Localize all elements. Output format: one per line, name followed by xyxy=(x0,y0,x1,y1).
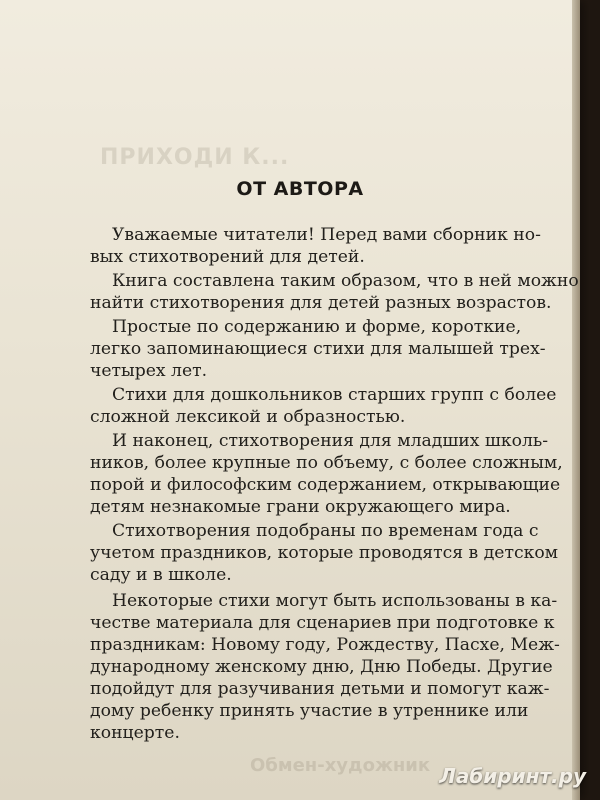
text-line: найти стихотворения для детей разных возрастов. xyxy=(90,293,552,313)
text-line: саду и в школе. xyxy=(90,565,232,585)
text-line: Некоторые стихи могут быть использованы в ка- xyxy=(112,591,558,611)
text-line: легко запоминающиеся стихи для малышей трех- xyxy=(90,339,546,359)
page-title: ОТ АВТОРА xyxy=(236,178,364,200)
text-line: ников, более крупные по объему, с более сложным, xyxy=(90,453,563,473)
text-line: детям незнакомые грани окружающего мира. xyxy=(90,497,511,517)
text-line: И наконец, стихотворения для младших школь- xyxy=(112,431,549,451)
text-line: праздникам: Новому году, Рождеству, Пасхе, Меж- xyxy=(90,635,560,655)
text-line: дому ребенку принять участие в утреннике или xyxy=(90,701,529,721)
text-line: учетом праздников, которые проводятся в детском xyxy=(90,543,559,563)
bleed-through-text-bottom: Обмен-художник xyxy=(250,755,431,776)
text-line: порой и философским содержанием, открывающие xyxy=(90,475,561,495)
text-line: честве материала для сценариев при подготовке к xyxy=(90,613,555,633)
text-line: Стихотворения подобраны по временам года с xyxy=(112,521,539,541)
text-line: Простые по содержанию и форме, короткие, xyxy=(112,317,522,337)
text-line: Уважаемые читатели! Перед вами сборник но- xyxy=(112,225,541,245)
text-line: четырех лет. xyxy=(90,361,208,381)
site-watermark: Лабиринт.ру xyxy=(439,764,586,788)
text-line: дународному женскому дню, Дню Победы. Другие xyxy=(90,657,553,677)
text-line: концерте. xyxy=(90,723,180,743)
text-line: Стихи для дошкольников старших групп с более xyxy=(112,385,557,405)
text-line: подойдут для разучивания детьми и помогут каж- xyxy=(90,679,550,699)
text-line: Книга составлена таким образом, что в ней можно xyxy=(112,271,579,291)
text-line: сложной лексикой и образностью. xyxy=(90,407,406,427)
bleed-through-text-top: ПРИХОДИ К... xyxy=(100,145,290,170)
text-line: вых стихотворений для детей. xyxy=(90,247,365,267)
